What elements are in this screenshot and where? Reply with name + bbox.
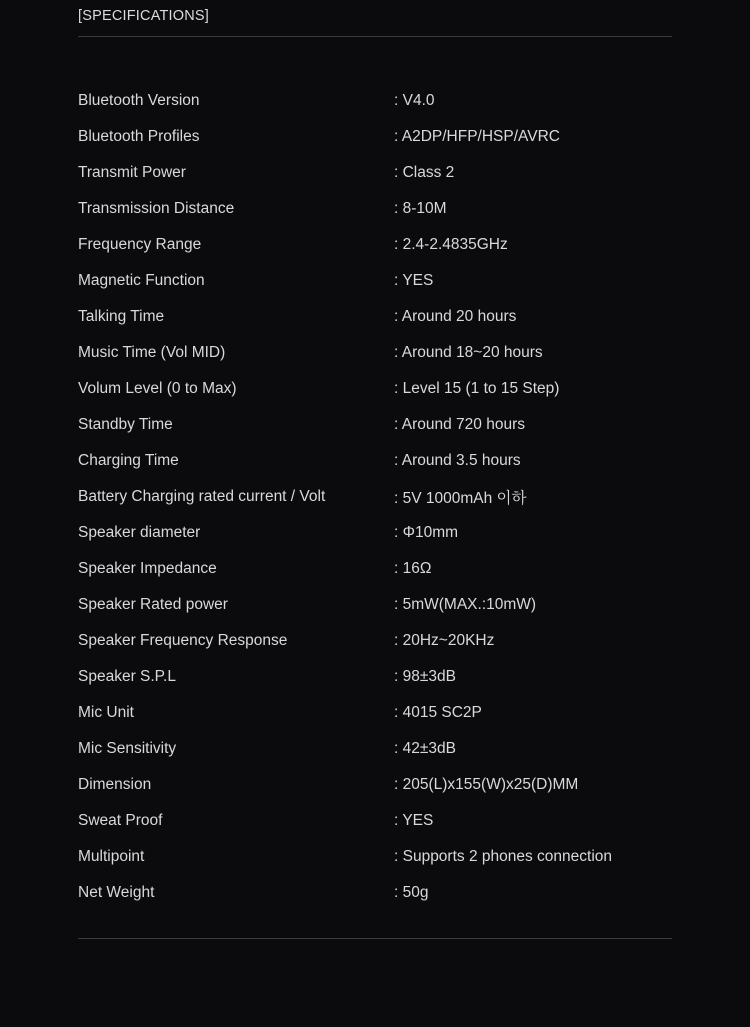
spec-value: : Level 15 (1 to 15 Step) [394,380,560,397]
spec-value: : 2.4-2.4835GHz [394,236,508,253]
table-row [78,443,672,479]
page-title: [SPECIFICATIONS] [78,8,210,24]
spec-label: Speaker Impedance [78,560,217,577]
spec-label: Sweat Proof [78,812,163,829]
specifications-block [78,8,672,911]
table-row [78,119,672,155]
spec-label: Transmission Distance [78,200,235,217]
table-row [78,623,672,659]
spec-value: : 98±3dB [394,668,456,685]
table-row [78,515,672,551]
table-row [78,587,672,623]
spec-value: : 5V 1000mAh 이하 [394,490,527,507]
table-row [78,155,672,191]
spec-value: : 8-10M [394,200,447,217]
spec-value: : Class 2 [394,164,455,181]
spec-label: Magnetic Function [78,272,205,289]
table-row [78,371,672,407]
bottom-divider [78,938,672,939]
spec-value: : 205(L)x155(W)x25(D)MM [394,776,579,793]
table-row [78,875,672,911]
spec-value: : A2DP/HFP/HSP/AVRC [394,128,560,145]
table-row [78,227,672,263]
title-divider [78,36,672,37]
table-row [78,551,672,587]
spec-label: Standby Time [78,416,173,433]
spec-value: : Around 720 hours [394,416,525,433]
spec-value: : YES [394,812,434,829]
table-row [78,767,672,803]
spec-label: Bluetooth Version [78,92,200,109]
table-row [78,83,672,119]
spec-value: : YES [394,272,434,289]
spec-value: : Supports 2 phones connection [394,848,613,865]
spec-label: Transmit Power [78,164,186,181]
table-row [78,335,672,371]
table-row [78,191,672,227]
spec-label: Speaker Rated power [78,596,228,613]
table-row [78,803,672,839]
spec-value: : 5mW(MAX.:10mW) [394,596,537,613]
spec-value: : Around 18~20 hours [394,344,543,361]
spec-label: Multipoint [78,848,145,865]
spec-value: : 50g [394,884,429,901]
table-row [78,659,672,695]
spec-label: Dimension [78,776,152,793]
spec-label: Bluetooth Profiles [78,128,200,145]
spec-label: Mic Sensitivity [78,740,177,757]
spec-label: Speaker S.P.L [78,668,176,685]
spec-label: Volum Level (0 to Max) [78,380,237,397]
spec-label: Mic Unit [78,704,134,721]
specifications-table [78,83,672,911]
spec-value: : 42±3dB [394,740,456,757]
spec-label: Talking Time [78,308,165,325]
spec-value: : Around 20 hours [394,308,517,325]
spec-label: Music Time (Vol MID) [78,344,226,361]
table-row [78,731,672,767]
table-row [78,263,672,299]
spec-label: Charging Time [78,452,179,469]
spec-label: Speaker diameter [78,524,201,541]
table-row [78,407,672,443]
spec-label: Battery Charging rated current / Volt [78,488,326,505]
spec-value: : Around 3.5 hours [394,452,521,469]
spec-label: Frequency Range [78,236,202,253]
spec-value: : 20Hz~20KHz [394,632,495,649]
spec-value: : 16Ω [394,560,432,577]
table-row [78,839,672,875]
table-row [78,299,672,335]
spec-value: : V4.0 [394,92,435,109]
spec-label: Net Weight [78,884,155,901]
spec-value: : 4015 SC2P [394,704,482,721]
spec-label: Speaker Frequency Response [78,632,288,649]
spec-value: : Φ10mm [394,524,459,541]
table-row [78,479,672,515]
table-row [78,695,672,731]
